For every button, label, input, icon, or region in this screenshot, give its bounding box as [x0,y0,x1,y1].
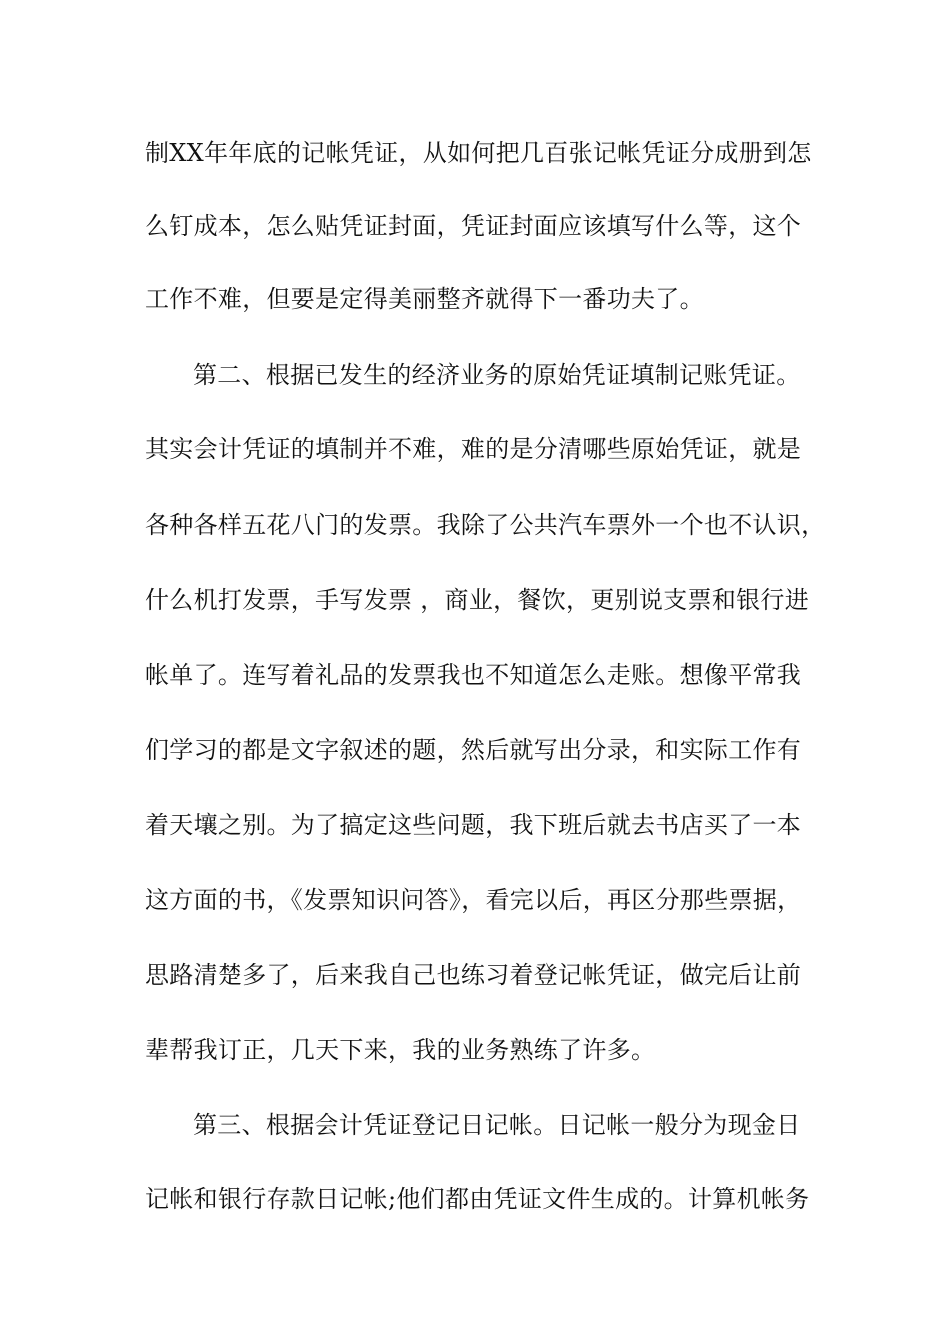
text-line: 们学习的都是文字叙述的题，然后就写出分录，和实际工作有 [145,736,802,764]
text-line: 工作不难，但要是定得美丽整齐就得下一番功夫了。 [145,285,704,313]
text-line: 什么机打发票，手写发票 ，商业，餐饮，更别说支票和银行进 [145,586,810,614]
paragraph-start-line: 第三、根据会计凭证登记日记帐。日记帐一般分为现金日 [193,1111,801,1139]
text-line: 其实会计凭证的填制并不难，难的是分清哪些原始凭证，就是 [145,435,802,463]
text-line: 各种各样五花八门的发票。我除了公共汽车票外一个也不认识， [145,511,826,539]
text-line: 么钉成本，怎么贴凭证封面，凭证封面应该填写什么等，这个 [145,212,802,240]
text-line: 帐单了。连写着礼品的发票我也不知道怎么走账。想像平常我 [145,661,802,689]
text-line: 思路清楚多了，后来我自己也练习着登记帐凭证，做完后让前 [145,961,802,989]
text-line: 制XX年年底的记帐凭证，从如何把几百张记帐凭证分成册到怎 [145,139,812,167]
text-line: 这方面的书，《发票知识问答》，看完以后，再区分那些票据， [145,886,802,914]
text-line: 着天壤之别。为了搞定这些问题，我下班后就去书店买了一本 [145,811,802,839]
paragraph-start-line: 第二、根据已发生的经济业务的原始凭证填制记账凭证。 [193,361,801,389]
text-line: 辈帮我订正，几天下来，我的业务熟练了许多。 [145,1036,656,1064]
text-line: 记帐和银行存款日记帐;他们都由凭证文件生成的。计算机帐务 [145,1185,810,1213]
